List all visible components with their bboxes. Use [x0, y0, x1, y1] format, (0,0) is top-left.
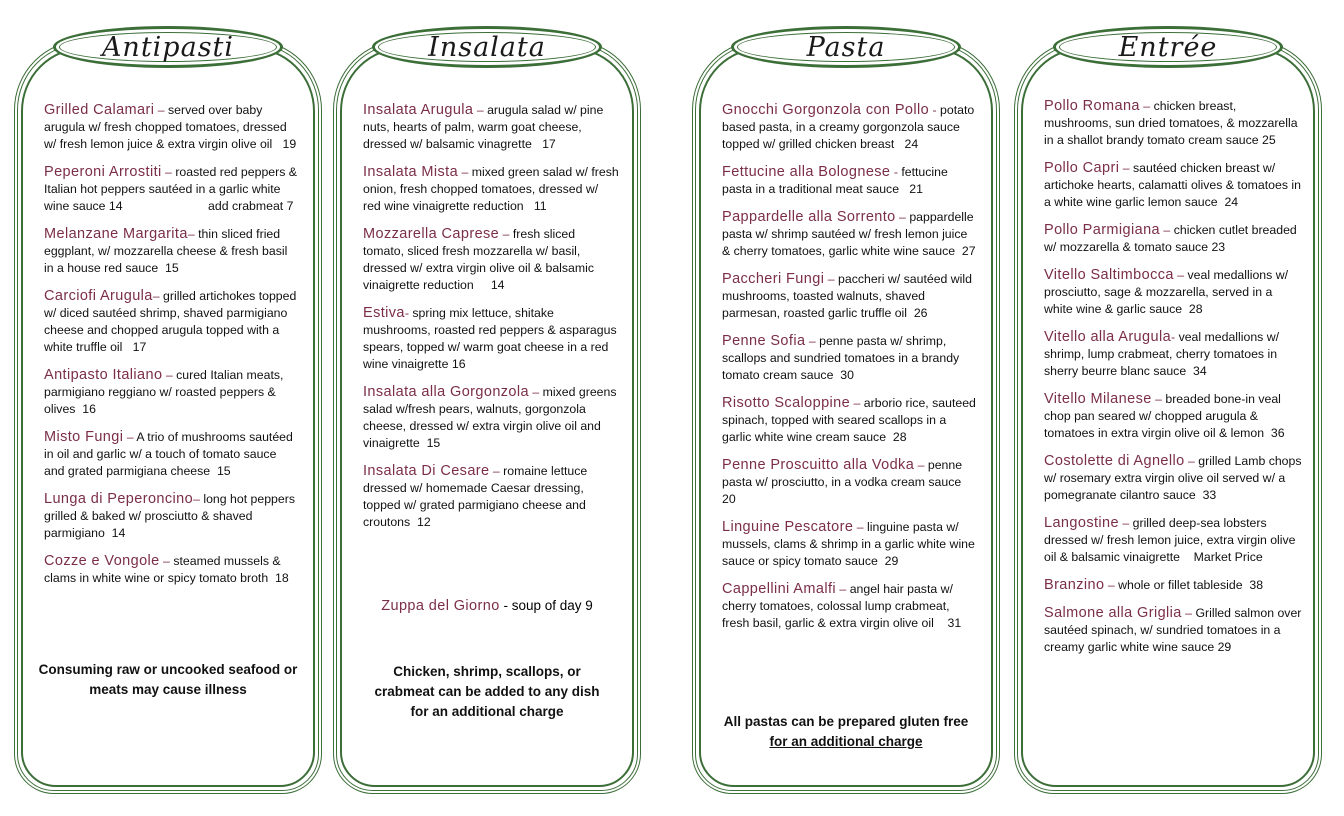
dish-description: roasted red peppers & Italian hot peppers sautéed in a garlic white wine sauce 14 add crabmeat 7 [44, 165, 301, 213]
dish-separator: – [473, 103, 488, 117]
dish-description: fettucine pasta in a traditional meat sauce 21 [722, 165, 952, 196]
dish-name: Gnocchi Gorgonzola con Pollo [722, 102, 930, 118]
panel-insalata [333, 31, 641, 794]
menu-item [722, 271, 978, 322]
dish-name: Penne Sofia [722, 333, 806, 349]
dish-separator: – [1104, 578, 1119, 592]
soup-desc: soup of day 9 [511, 598, 593, 613]
section-title-oval [731, 26, 961, 68]
menu-item [722, 102, 978, 153]
menu-item [1044, 160, 1305, 211]
menu-item [722, 581, 978, 632]
dish-name: Insalata Arugula [363, 102, 474, 118]
soup-of-day [333, 598, 641, 614]
addon-note: Chicken, shrimp, scallops, or crabmeat can be added to any dish for an additional charge [374, 664, 600, 719]
menu-item [1044, 329, 1302, 380]
menu-item [1044, 391, 1302, 442]
dish-separator: – [159, 554, 174, 568]
gluten-free-note [710, 712, 982, 752]
menu-items [722, 102, 978, 643]
dish-separator: – [154, 103, 169, 117]
menu-items [44, 102, 300, 598]
menu-item [44, 429, 300, 480]
dish-description: grilled artichokes topped w/ diced sautéed shrimp, shaved parmigiano cheese and chopped arugula topped with a white truffle oil 17 [44, 289, 300, 354]
dish-name: Peperoni Arrostiti [44, 164, 162, 180]
menu-item [363, 384, 619, 452]
section-title: Antipasti [101, 31, 235, 63]
dish-name: Vitello Saltimbocca [1044, 267, 1174, 283]
menu-item [44, 288, 300, 356]
dish-separator: – [1160, 223, 1174, 237]
dish-name: Melanzane Margarita [44, 226, 188, 242]
dish-description: mixed greens salad w/fresh pears, walnuts, gorgonzola cheese, dressed w/ extra virgin olive oil and vinaigrette 15 [363, 385, 620, 450]
dish-name: Paccheri Fungi [722, 271, 825, 287]
section-title-oval [1053, 26, 1283, 68]
menu-item [44, 102, 300, 153]
dish-description: chicken breast, mushrooms, sun dried tomatoes, & mozzarella in a shallot brandy tomato cream sauce 25 [1044, 99, 1301, 147]
soup-sep: - [499, 598, 512, 613]
dish-separator: – [161, 165, 176, 179]
dish-separator: – [123, 430, 137, 444]
menu-items [363, 102, 623, 542]
dish-name: Langostine [1044, 515, 1119, 531]
dish-name: Branzino [1044, 577, 1105, 593]
panel-entree [1014, 31, 1322, 794]
dish-description: breaded bone-in veal chop pan seared w/ chopped arugula & tomatoes in extra virgin olive oil & lemon 36 [1044, 392, 1285, 440]
menu-item [1044, 267, 1302, 318]
dish-name: Pollo Capri [1044, 160, 1120, 176]
dish-description: grilled deep-sea lobsters dressed w/ fresh lemon juice, extra virgin olive oil & balsamic vinaigrette Market Price [1044, 516, 1299, 564]
dish-name: Insalata Mista [363, 164, 459, 180]
dish-description: thin sliced fried eggplant, w/ mozzarella cheese & fresh basil in a house red sauce 15 [44, 227, 291, 275]
dish-separator: – [499, 227, 513, 241]
dish-name: Pollo Parmigiana [1044, 222, 1161, 238]
menu-items [1044, 98, 1305, 667]
dish-description: long hot peppers grilled & baked w/ prosciutto & shaved parmigiano 14 [44, 492, 299, 540]
dish-name: Costolette di Agnello [1044, 453, 1185, 469]
dish-name: Grilled Calamari [44, 102, 155, 118]
menu-item [722, 457, 978, 508]
dish-separator: – [850, 396, 864, 410]
dish-name: Vitello alla Arugula [1044, 329, 1172, 345]
dish-description: A trio of mushrooms sautéed in oil and garlic w/ a touch of tomato sauce and grated parmigiana cheese 15 [44, 430, 297, 478]
menu-item [44, 491, 300, 542]
menu-item [1044, 222, 1302, 256]
panel-pasta [692, 31, 1000, 794]
panel-antipasti [14, 31, 322, 794]
dish-separator: – [1184, 454, 1199, 468]
menu-item [1044, 98, 1302, 149]
dish-separator: – [824, 272, 839, 286]
dish-separator: – [836, 582, 850, 596]
dish-description: linguine pasta w/ mussels, clams & shrimp in a garlic white wine sauce or spicy tomato sauce 29 [722, 520, 979, 568]
section-title: Pasta [806, 31, 886, 63]
dish-description: Grilled salmon over sautéed spinach, w/ sundried tomatoes in a creamy garlic white wine sauce 29 [1044, 606, 1305, 654]
dish-separator: – [187, 227, 199, 241]
dish-separator: - [890, 165, 902, 179]
dish-description: pappardelle pasta w/ shrimp sautéed w/ fresh lemon juice & cherry tomatoes, garlic white wine sauce 27 [722, 210, 978, 258]
section-title: Entrée [1118, 31, 1218, 63]
dish-separator: – [152, 289, 164, 303]
soup-name: Zuppa del Giorno [381, 598, 500, 614]
dish-description: arugula salad w/ pine nuts, hearts of palm, warm goat cheese, dressed w/ balsamic vinagrette 17 [363, 103, 607, 151]
dish-name: Antipasto Italiano [44, 367, 163, 383]
dish-description: potato based pasta, in a creamy gorgonzola sauce topped w/ grilled chicken breast 24 [722, 103, 978, 151]
menu-item [363, 305, 619, 373]
dish-name: Estiva [363, 305, 405, 321]
menu-item [44, 226, 300, 277]
dish-separator: – [193, 492, 204, 506]
dish-description: paccheri w/ sautéed wild mushrooms, toasted walnuts, shaved parmesan, roasted garlic truffle oil 26 [722, 272, 976, 320]
dish-description: penne pasta w/ shrimp, scallops and sundried tomatoes in a brandy tomato cream sauce 30 [722, 334, 963, 382]
menu-item [1044, 515, 1302, 566]
dish-description: veal medallions w/ prosciutto, sage & mozzarella, served in a white wine & garlic sauce 28 [1044, 268, 1292, 316]
dish-separator: – [1118, 516, 1133, 530]
dish-name: Salmone alla Griglia [1044, 605, 1182, 621]
menu-item [722, 209, 978, 260]
dish-name: Cozze e Vongole [44, 553, 160, 569]
dish-name: Insalata alla Gorgonzola [363, 384, 529, 400]
dish-description: veal medallions w/ shrimp, lump crabmeat, cherry tomatoes in sherry beurre blanc sauce 34 [1044, 330, 1283, 378]
allergy-note: Consuming raw or uncooked seafood or meats may cause illness [38, 662, 298, 697]
dish-name: Pappardelle alla Sorrento [722, 209, 896, 225]
dish-name: Cappellini Amalfi [722, 581, 836, 597]
dish-separator: – [805, 334, 820, 348]
dish-description: spring mix lettuce, shitake mushrooms, roasted red peppers & asparagus spears, topped w/ warm goat cheese in a red wine vinaigrette 16 [363, 306, 621, 371]
dish-description: arborio rice, sauteed spinach, topped with seared scallops in a garlic white wine cream sauce 28 [722, 396, 980, 444]
dish-description: steamed mussels & clams in white wine or spicy tomato broth 18 [44, 554, 289, 585]
dish-name: Insalata Di Cesare [363, 463, 490, 479]
dish-description: mixed green salad w/ fresh onion, fresh chopped tomatoes, dressed w/ red wine vinaigrette reduction 11 [363, 165, 623, 213]
gluten-free-charge: for an additional charge [769, 734, 923, 749]
dish-name: Linguine Pescatore [722, 519, 854, 535]
menu-item [44, 553, 300, 587]
dish-separator: – [528, 385, 543, 399]
dish-separator: – [1119, 161, 1134, 175]
dish-name: Pollo Romana [1044, 98, 1140, 114]
dish-description: angel hair pasta w/ cherry tomatoes, colossal lump crabmeat, fresh basil, garlic & extra virgin olive oil 31 [722, 582, 962, 630]
dish-separator: – [895, 210, 910, 224]
dish-name: Vitello Milanese [1044, 391, 1152, 407]
dish-separator: – [853, 520, 868, 534]
dish-separator: – [458, 165, 472, 179]
menu-item [1044, 453, 1305, 504]
menu-item [722, 395, 978, 446]
gluten-free-line: All pastas can be prepared gluten free [723, 714, 969, 729]
dish-separator: – [489, 464, 504, 478]
dish-separator: – [1173, 268, 1188, 282]
dish-name: Carciofi Arugula [44, 288, 153, 304]
dish-description: fresh sliced tomato, sliced fresh mozzarella w/ basil, dressed w/ extra virgin olive oil & balsamic vinaigrette reduction 14 [363, 227, 598, 292]
menu-item [722, 164, 978, 198]
dish-name: Mozzarella Caprese [363, 226, 500, 242]
menu-item [363, 226, 619, 294]
dish-name: Misto Fungi [44, 429, 124, 445]
dish-separator: – [162, 368, 177, 382]
dish-separator: – [1139, 99, 1154, 113]
dish-separator: – [1151, 392, 1166, 406]
menu-item [1044, 577, 1302, 594]
menu-item [1044, 605, 1305, 656]
dish-separator: - [929, 103, 941, 117]
section-title-oval [372, 26, 602, 68]
section-title: Insalata [428, 31, 546, 63]
dish-separator: – [1181, 606, 1196, 620]
menu-item [722, 519, 978, 570]
section-title-oval [53, 26, 283, 68]
dish-description: whole or fillet tableside 38 [1118, 578, 1264, 592]
dish-description: served over baby arugula w/ fresh chopped tomatoes, dressed w/ fresh lemon juice & extra virgin olive oil 19 [44, 103, 297, 151]
dish-description: chicken cutlet breaded w/ mozzarella & tomato sauce 23 [1044, 223, 1301, 254]
menu-item [44, 164, 300, 215]
menu-item [722, 333, 978, 384]
dish-separator: - [404, 306, 413, 320]
dish-name: Lunga di Peperoncino [44, 491, 194, 507]
menu-item [363, 463, 619, 531]
dish-description: sautéed chicken breast w/ artichoke hearts, calamatti olives & tomatoes in a white wine garlic lemon sauce 24 [1044, 161, 1305, 209]
menu-item [363, 164, 623, 215]
menu-item [44, 367, 300, 418]
menu-item [363, 102, 619, 153]
dish-name: Risotto Scaloppine [722, 395, 851, 411]
dish-description: cured Italian meats, parmigiano reggiano w/ roasted peppers & olives 16 [44, 368, 287, 416]
dish-name: Penne Proscuitto alla Vodka [722, 457, 915, 473]
dish-description: romaine lettuce dressed w/ homemade Caesar dressing, topped w/ grated parmigiano cheese and croutons 12 [363, 464, 591, 529]
dish-description: penne pasta w/ prosciutto, in a vodka cream sauce 20 [722, 458, 969, 506]
dish-description: grilled Lamb chops w/ rosemary extra virgin olive oil served w/ a pomegranate cilantro sauce 33 [1044, 454, 1305, 502]
dish-name: Fettucine alla Bolognese [722, 164, 891, 180]
dish-separator: - [1171, 330, 1179, 344]
dish-separator: – [914, 458, 928, 472]
